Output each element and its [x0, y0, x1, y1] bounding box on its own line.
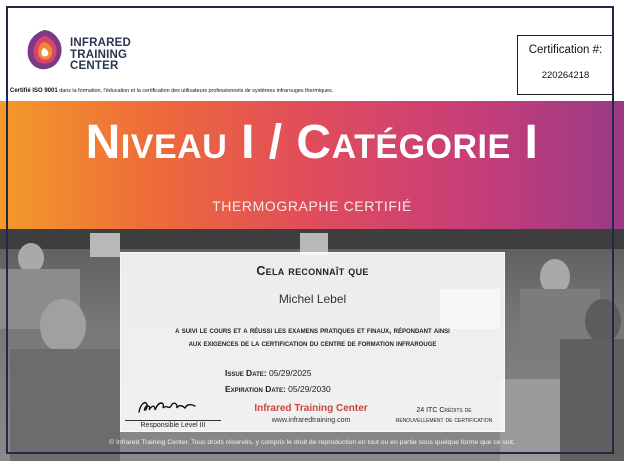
iso-statement-lead: Certifié ISO 9001: [10, 88, 58, 94]
statement-line-2: aux exigences de la certification du centre de formation infrarouge: [188, 339, 437, 348]
issue-date-value: 05/29/2025: [268, 368, 312, 378]
certificate-title: Niveau I / Catégorie I: [85, 116, 539, 169]
recipient-name: Michel Lebel: [278, 292, 347, 306]
iso-statement-rest: dans la formation, l'éducation et la certification des utilisateurs professionnels de systèmes infrarouges thermiques.: [59, 88, 334, 94]
expiration-date-label: Expiration Date:: [225, 384, 286, 394]
expiration-date-value: 05/29/2030: [288, 384, 331, 394]
issue-date-label: Issue Date:: [225, 368, 267, 378]
certification-label: Certification #:: [528, 44, 603, 56]
logo-line-3: CENTER: [70, 60, 119, 72]
statement-line-1: a suivi le cours et a réussi les examens pratiques et finaux, répondant ainsi: [175, 326, 450, 335]
certificate-border: [6, 6, 614, 454]
copyright-notice: © Infrared Training Center. Tous droits réservés, y compris le droit de reproduction en tout ou en partie sous quelque forme que ce soit.: [109, 439, 515, 446]
certificate-subtitle: THERMOGRAPHE CERTIFIÉ: [212, 198, 412, 214]
recognition-heading: Cela reconnaît que: [256, 264, 369, 278]
organization-url: www.infraredtraining.com: [271, 417, 351, 424]
organization-name: Infrared Training Center: [254, 403, 368, 414]
logo-line-2: TRAINING: [70, 48, 128, 61]
certification-number: 220264218: [541, 70, 590, 81]
credits-line-1: 24 ITC Crédits de: [416, 407, 472, 414]
signer-role: Responsible Level III: [125, 420, 221, 429]
logo-line-1: INFRARED: [70, 37, 132, 49]
credits-line-2: renouvellement de certification: [395, 417, 493, 424]
